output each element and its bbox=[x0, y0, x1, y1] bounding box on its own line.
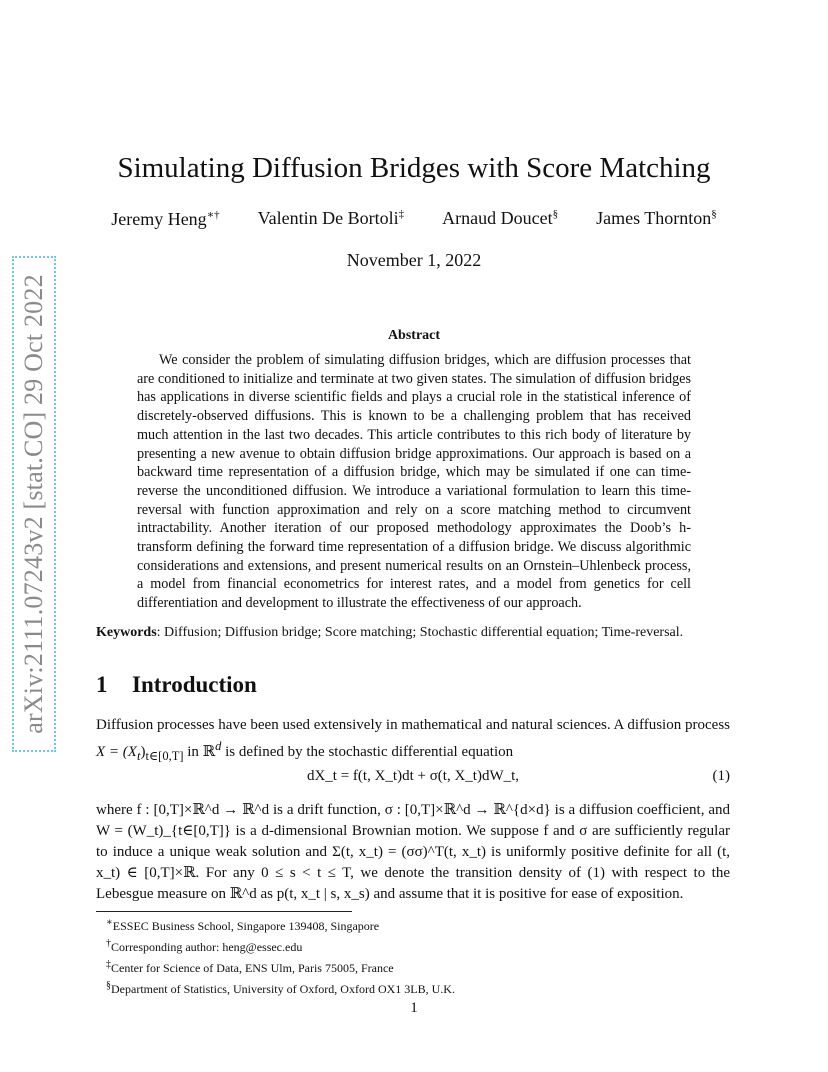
footnote: §Department of Statistics, University of Oxford, Oxford OX1 3LB, U.K. bbox=[106, 980, 455, 996]
author: James Thornton§ bbox=[596, 208, 717, 228]
author: Arnaud Doucet§ bbox=[442, 208, 559, 228]
section-heading bbox=[96, 672, 257, 698]
publication-date: November 1, 2022 bbox=[346, 250, 482, 270]
keywords-text: : Diffusion; Diffusion bridge; Score matching; Stochastic differential equation; Time-reversal. bbox=[156, 625, 684, 640]
keywords bbox=[96, 625, 736, 641]
abstract-heading: Abstract bbox=[387, 328, 441, 343]
author-list bbox=[0, 208, 828, 230]
page-number: 1 bbox=[410, 1000, 418, 1016]
footnote: ∗ESSEC Business School, Singapore 139408, Singapore bbox=[106, 917, 380, 933]
footnote-divider bbox=[96, 911, 352, 912]
footnote: †Corresponding author: heng@essec.edu bbox=[106, 938, 303, 954]
arxiv-identifier: arXiv:2111.07243v2 [stat.CO] 29 Oct 2022 bbox=[19, 274, 48, 734]
author: Jeremy Heng∗† bbox=[111, 209, 220, 229]
footnotes bbox=[106, 914, 455, 998]
equation-body: dX_t = f(t, X_t)dt + σ(t, X_t)dW_t, bbox=[306, 768, 520, 784]
equation-number: (1) bbox=[712, 768, 730, 784]
section-title: Introduction bbox=[132, 672, 257, 697]
paper-title: Simulating Diffusion Bridges with Score Matching bbox=[117, 152, 711, 184]
intro-paragraph-1: Diffusion processes have been used extensively in mathematical and natural sciences. A diffusion process $X = (X_t)_{t\in[0,T]}$ in ℝ$^d$ is defined by the stochastic differential equation bbox=[96, 717, 730, 763]
author: Valentin De Bortoli‡ bbox=[257, 208, 405, 228]
intro-paragraph-2: where f : [0,T]×ℝ^d → ℝ^d is a drift function, σ : [0,T]×ℝ^d → ℝ^{d×d} is a diffusion coefficient, and W = (W_t)_{t∈[0,T]} is a d-dimensional Brownian motion. We suppose f and σ are sufficiently regular to induce a unique weak solution and Σ(t, x_t) = (σσ)^T(t, x_t) is uniformly positive definite for all (t, x_t) ∈ [0,T]×ℝ. For any 0 ≤ s < t ≤ T, we denote the transition density of (1) with respect to the Lebesgue measure on ℝ^d as p(t, x_t | s, x_s) and assume that it is positive for ease of exposition. bbox=[96, 802, 730, 902]
abstract-body: We consider the problem of simulating diffusion bridges, which are diffusion processes that are conditioned to initialize and terminate at two given states. The simulation of diffusion bridges has applications in diverse scientific fields and plays a crucial role in the statistical inference of discretely-observed diffusions. This is known to be a challenging problem that has received much attention in the last two decades. This article contributes to this rich body of literature by presenting a new avenue to obtain diffusion bridge approximations. Our approach is based on a backward time representation of a diffusion bridge, which may be simulated if one can time-reverse the unconditioned diffusion. We introduce a variational formulation to learn this time-reversal with function approximation and rely on a score matching method to circumvent intractability. Another iteration of our proposed methodology approximates the Doob’s h-transform defining the forward time representation of a diffusion bridge. We discuss algorithmic considerations and extensions, and present numerical results on an Ornstein–Uhlenbeck process, a model from financial econometrics for interest rates, and a model from genetics for cell differentiation and development to illustrate the effectiveness of our approach. bbox=[137, 352, 691, 612]
section-number: 1 bbox=[96, 672, 108, 697]
footnote: ‡Center for Science of Data, ENS Ulm, Paris 75005, France bbox=[106, 959, 394, 975]
keywords-label: Keywords bbox=[96, 625, 157, 640]
